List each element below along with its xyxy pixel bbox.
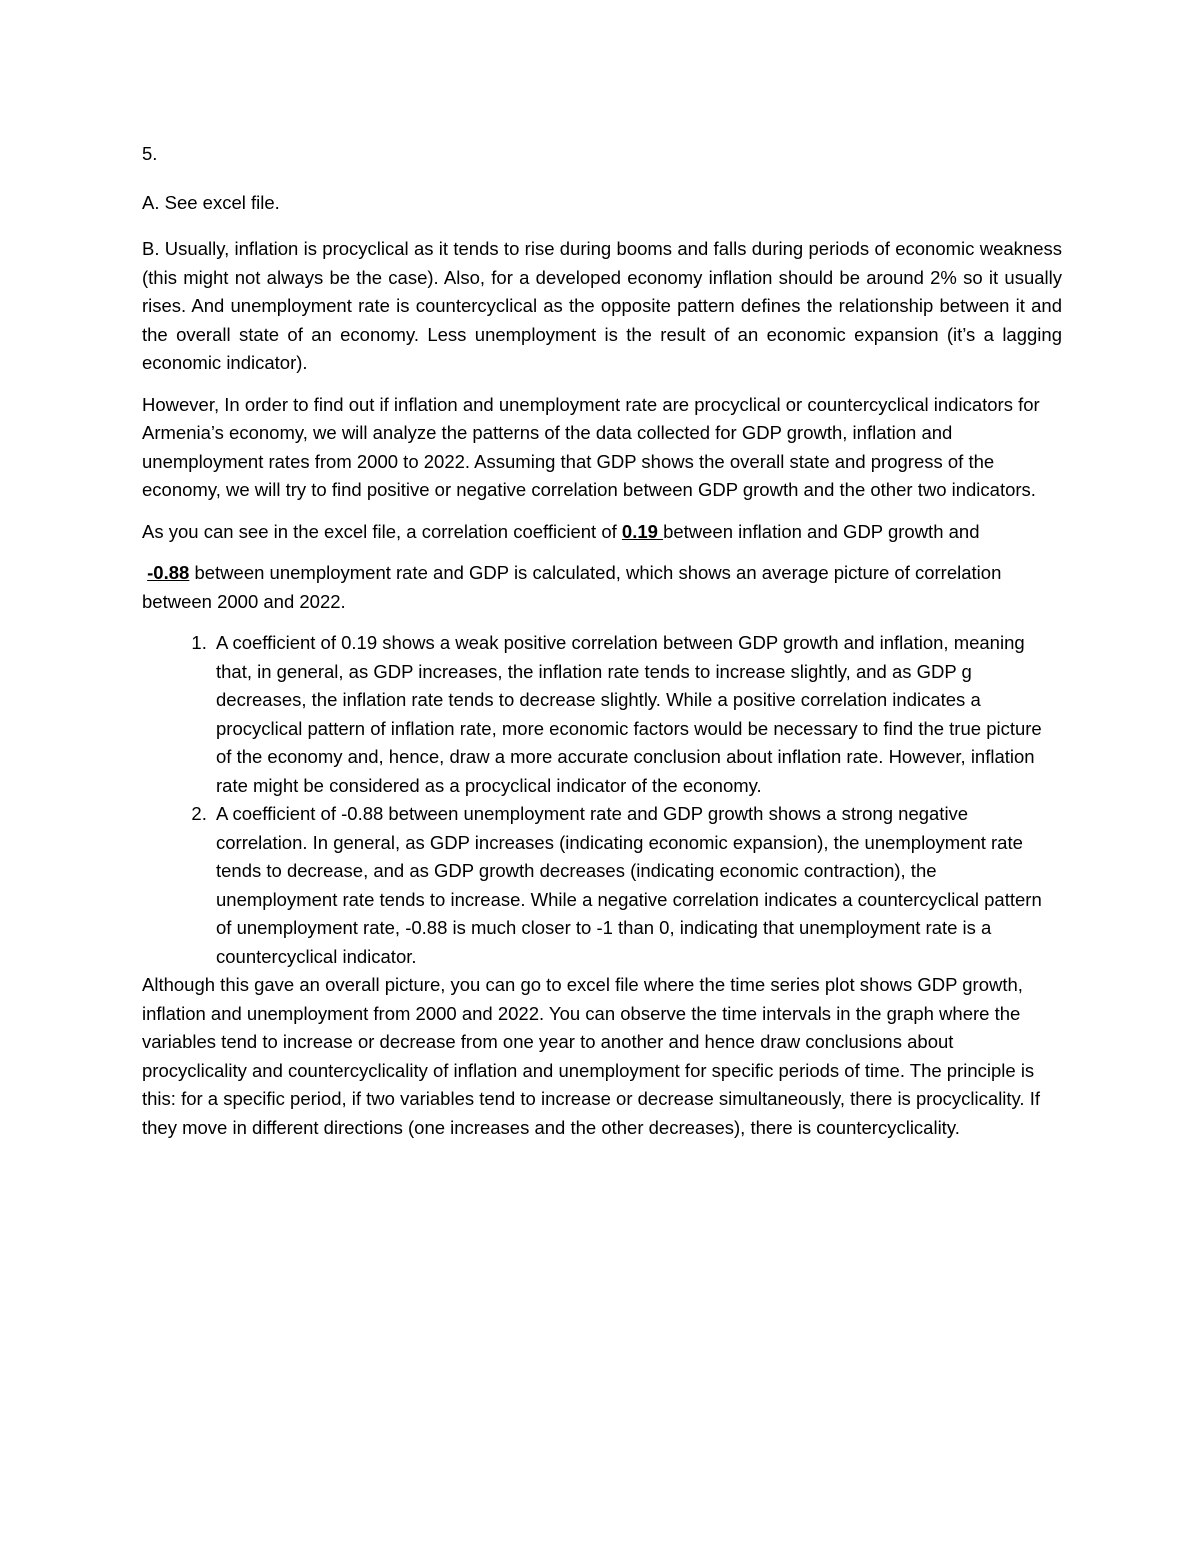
list-item: 2. A coefficient of -0.88 between unemployment rate and GDP growth shows a strong negative correlation. In general, as GDP increases (indicating economic expansion), the unemployment rate tends to decrease, and as GDP growth decreases (indicating economic contraction), the unemployment rate tends to increase. While a negative correlation indicates a countercyclical pattern of unemployment rate, -0.88 is much closer to -1 than 0, indicating that unemployment rate is a countercyclical indicator. bbox=[212, 800, 1062, 971]
analysis-paragraph: However, In order to find out if inflation and unemployment rate are procyclical or countercyclical indicators for Armenia’s economy, we will analyze the patterns of the data collected for GDP growth, inflation and unemployment rates from 2000 to 2022. Assuming that GDP shows the overall state and progress of the economy, we will try to find positive or negative correlation between GDP growth and the other two indicators. bbox=[142, 393, 1040, 500]
question-number: 5. bbox=[142, 143, 158, 164]
findings-list bbox=[142, 629, 1062, 971]
correlation-intro-text: As you can see in the excel file, a correlation coefficient of bbox=[142, 520, 622, 542]
correlation-unemployment-line bbox=[142, 559, 1062, 616]
document-page bbox=[142, 140, 1062, 1142]
part-b-paragraph: B. Usually, inflation is procyclical as it tends to rise during booms and falls during periods of economic weakness (this might not always be the case). Also, for a developed economy inflation should be around 2% so it usually rises. And unemployment rate is countercyclical as the opposite pattern defines the relationship between it and the overall state of an economy. Less unemployment is the result of an economic expansion (it’s a lagging economic indicator). bbox=[142, 238, 1062, 373]
summary-paragraph: Although this gave an overall picture, you can go to excel file where the time series plot shows GDP growth, inflation and unemployment from 2000 and 2022. You can observe the time intervals in the graph where the variables tend to increase or decrease from one year to another and hence draw conclusions about procyclicality and countercyclicality of inflation and unemployment for specific periods of time. The principle is this: for a specific period, if two variables tend to increase or decrease simultaneously, there is procyclicality. If they move in different directions (one increases and the other decreases), there is countercyclicality. bbox=[142, 974, 1040, 1138]
part-a-paragraph: A. See excel file. bbox=[142, 191, 280, 213]
inflation-coefficient: 0.19 bbox=[621, 520, 664, 542]
unemployment-coefficient: -0.88 bbox=[147, 562, 190, 583]
correlation-inflation-text: between inflation and GDP growth and bbox=[663, 520, 980, 542]
correlation-unemployment-text: between unemployment rate and GDP is calculated, which shows an average picture of correlation between 2000 and 2022. bbox=[142, 562, 1002, 612]
correlation-inflation-line bbox=[142, 518, 1062, 547]
list-item: 1. A coefficient of 0.19 shows a weak positive correlation between GDP growth and inflation, meaning that, in general, as GDP increases, the inflation rate tends to increase slightly, and as GDP g decreases, the inflation rate tends to decrease slightly. While a positive correlation indicates a procyclical pattern of inflation rate, more economic factors would be necessary to find the true picture of the economy and, hence, draw a more accurate conclusion about inflation rate. However, inflation rate might be considered as a procyclical indicator of the economy. bbox=[212, 629, 1062, 800]
